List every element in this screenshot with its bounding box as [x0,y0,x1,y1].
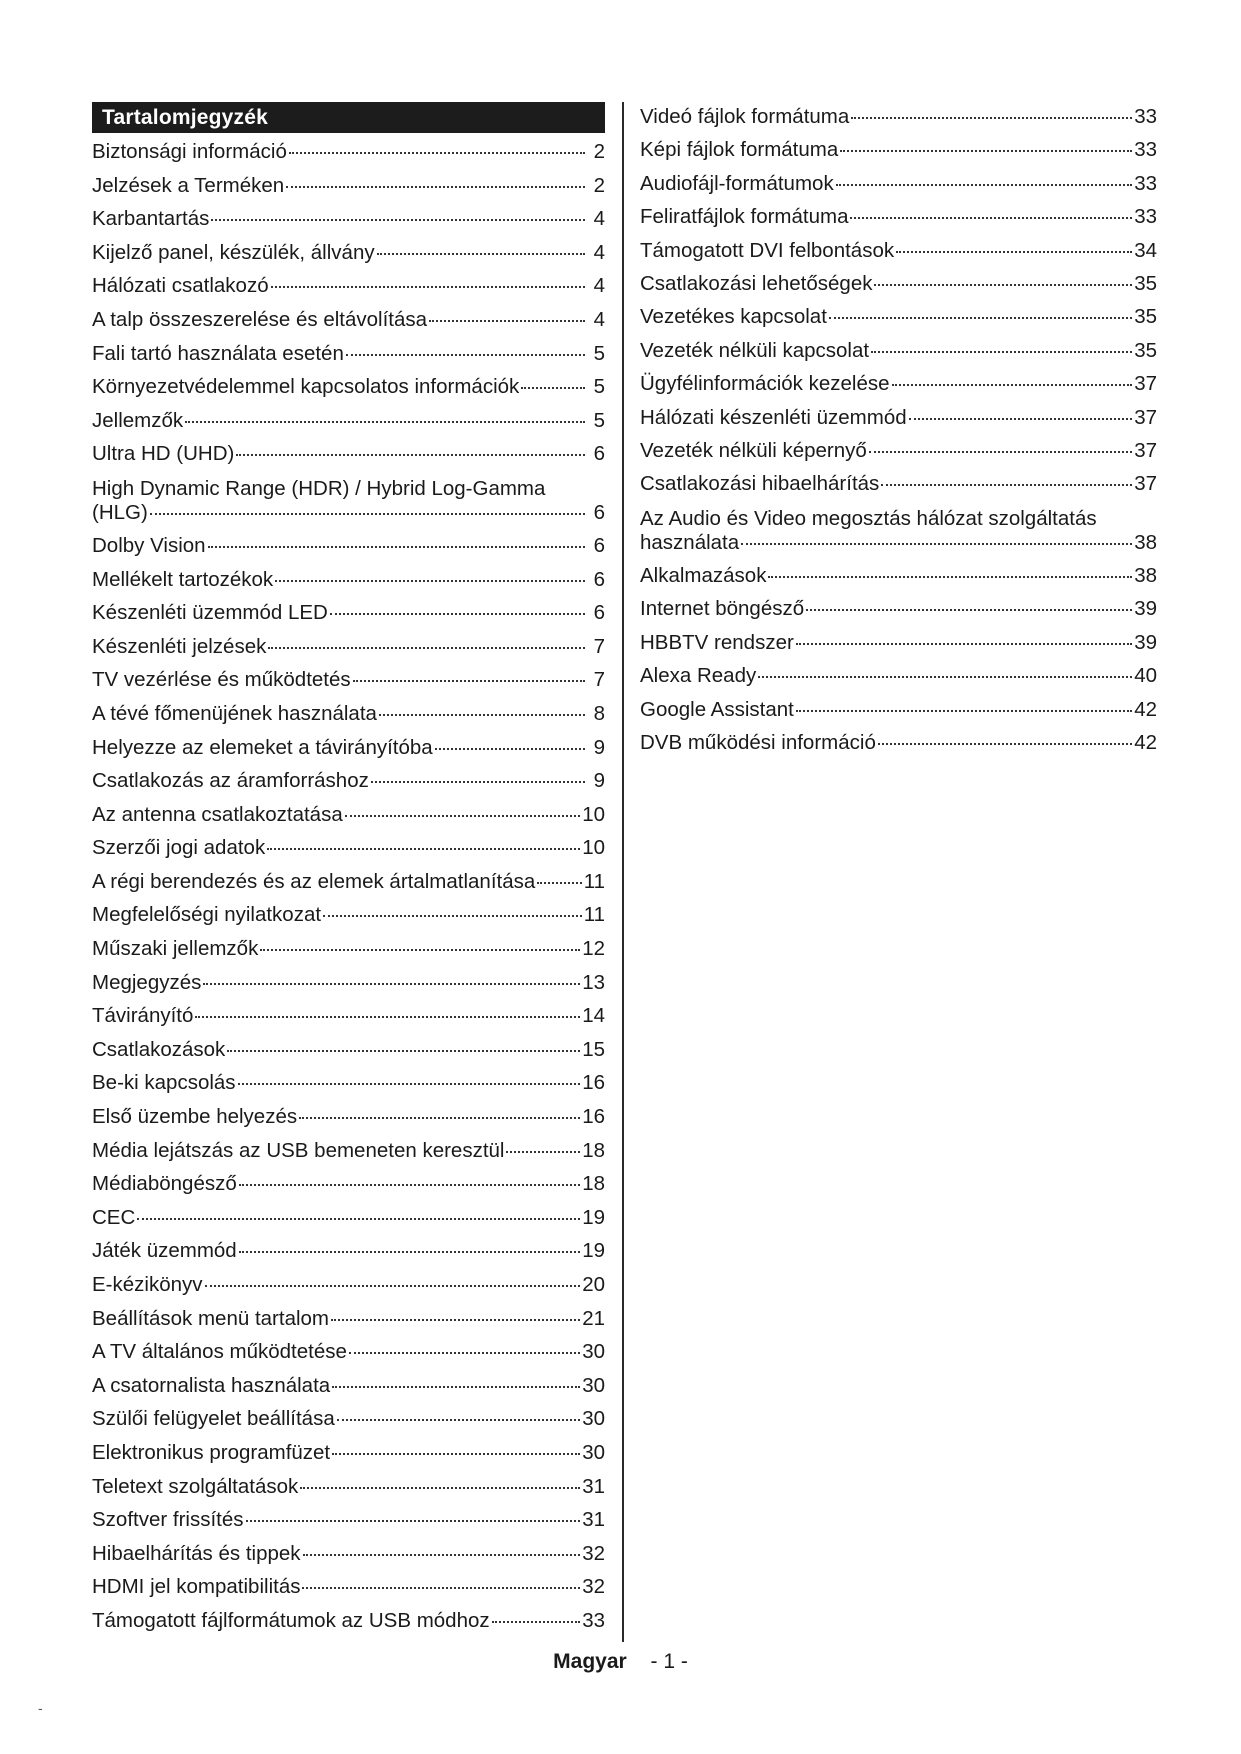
toc-entry-page: 31 [582,1508,605,1532]
toc-entry-title: Videó fájlok formátuma [640,105,850,128]
toc-entry-title: DVB működési információ [640,730,876,754]
dot-leader [337,1419,580,1421]
toc-right-column [640,100,1157,759]
toc-entry[interactable] [640,367,1157,400]
dot-leader [796,710,1132,712]
toc-entry[interactable] [92,596,605,630]
toc-entry[interactable] [92,764,605,798]
column-divider [622,102,624,1642]
toc-entry-title: Megjegyzés [92,970,202,994]
toc-entry-title: Csatlakozások [92,1037,226,1061]
toc-entry-page: 14 [582,1004,605,1028]
dot-leader [741,543,1132,545]
toc-entry-title: A régi berendezés és az elemek ártalmatlanítása [92,869,536,893]
toc-entry-title: Hálózati csatlakozó [92,274,269,298]
toc-entry-title: HDMI jel kompatibilitás [92,1575,301,1599]
dot-leader [345,815,580,817]
toc-entry-title: Fali tartó használata esetén [92,341,344,365]
toc-entry-page: 15 [582,1037,605,1061]
toc-entry[interactable] [640,501,1157,559]
dot-leader [492,1621,581,1623]
toc-entry[interactable] [92,437,605,471]
toc-entry[interactable] [640,559,1157,592]
dot-leader [205,1285,581,1287]
toc-entry-page: 10 [582,836,605,860]
dot-leader [829,317,1132,319]
toc-entry-page: 42 [1134,730,1157,754]
toc-entry[interactable] [640,100,1157,133]
toc-entry-title: Ügyfélinformációk kezelése [640,372,890,396]
toc-entry-page: 2 [593,173,605,197]
toc-left-list [92,135,605,1638]
dot-leader [330,613,585,615]
toc-entry-page: 10 [582,802,605,826]
dot-leader [758,676,1132,678]
toc-entry[interactable] [92,303,605,337]
toc-entry-title: Szülői felügyelet beállítása [92,1407,335,1431]
toc-entry-page: 38 [1134,563,1157,587]
toc-entry-page: 7 [593,668,605,692]
toc-entry-page: 34 [1134,238,1157,262]
toc-entry-page: 37 [1134,472,1157,496]
toc-entry[interactable] [92,1436,605,1470]
toc-entry-title: Vezetékes kapcsolat [640,305,827,329]
toc-entry[interactable] [92,932,605,966]
dot-leader [331,1319,580,1321]
toc-entry[interactable] [92,404,605,438]
toc-entry-title: Megfelelőségi nyilatkozat [92,903,322,927]
toc-entry-title: Csatlakozás az áramforráshoz [92,769,369,793]
toc-entry-page: 33 [1134,105,1157,128]
toc-entry-page: 33 [1134,205,1157,229]
toc-entry[interactable] [92,1268,605,1302]
dot-leader [239,1184,580,1186]
corner-mark: - [38,1700,43,1716]
toc-entry-title: Az antenna csatlakoztatása [92,802,343,826]
toc-entry-title: Mellékelt tartozékok [92,567,274,591]
dot-leader [909,418,1133,420]
toc-entry-page: 39 [1134,630,1157,654]
dot-leader [236,454,585,456]
toc-entry[interactable] [640,200,1157,233]
toc-entry-page: 18 [582,1172,605,1196]
toc-entry[interactable] [92,169,605,203]
toc-entry-page: 6 [593,601,605,625]
toc-entry-title: Vezeték nélküli képernyő [640,439,867,463]
toc-entry-page: 33 [1134,138,1157,162]
toc-entry-page: 4 [593,207,605,231]
toc-entry[interactable] [92,663,605,697]
dot-leader [267,848,580,850]
toc-entry[interactable] [92,1033,605,1067]
toc-entry-title: Szerzői jogi adatok [92,836,266,860]
toc-entry[interactable] [92,1302,605,1336]
toc-entry-page: 35 [1134,305,1157,329]
toc-entry-page: 9 [593,735,605,759]
toc-entry[interactable] [92,697,605,731]
toc-entry[interactable] [640,167,1157,200]
dot-leader [851,117,1132,119]
toc-entry[interactable] [640,592,1157,625]
dot-leader [881,484,1132,486]
toc-entry[interactable] [92,1604,605,1638]
toc-entry[interactable] [92,630,605,664]
toc-entry-page: 9 [593,769,605,793]
toc-entry-page: 8 [593,701,605,725]
toc-entry-title: Hibaelhárítás és tippek [92,1541,301,1565]
toc-entry[interactable] [92,236,605,270]
toc-entry-page: 37 [1134,372,1157,396]
toc-entry[interactable] [92,1335,605,1369]
toc-entry-page: 18 [582,1138,605,1162]
toc-entry-title: Műszaki jellemzők [92,937,259,961]
dot-leader [203,983,580,985]
toc-entry-title: Készenléti jelzések [92,634,267,658]
toc-entry-page: 6 [593,533,605,557]
toc-entry-page: 4 [593,240,605,264]
toc-entry-page: 32 [582,1575,605,1599]
dot-leader [768,576,1132,578]
toc-entry[interactable] [640,133,1157,166]
toc-entry[interactable] [92,1470,605,1504]
toc-entry-title: Környezetvédelemmel kapcsolatos információk [92,375,520,399]
toc-left-column [92,102,605,1638]
toc-entry-page: 30 [582,1407,605,1431]
toc-entry[interactable] [92,135,605,169]
dot-leader [537,882,581,884]
dot-leader [246,1520,581,1522]
dot-leader [346,354,585,356]
dot-leader [377,253,585,255]
dot-leader [506,1151,580,1153]
toc-entry-page: 5 [593,375,605,399]
dot-leader [299,1117,580,1119]
dot-leader [332,1386,580,1388]
toc-entry-title: Támogatott DVI felbontások [640,238,895,262]
toc-entry[interactable] [640,234,1157,267]
toc-entry-title: Jelzések a Terméken [92,173,285,197]
dot-leader [137,1218,580,1220]
toc-entry-title: High Dynamic Range (HDR) / Hybrid Log-Gamma [92,476,546,500]
toc-entry-page: 11 [583,903,605,927]
toc-entry[interactable] [92,1066,605,1100]
toc-entry[interactable] [640,300,1157,333]
toc-entry-page: 16 [582,1071,605,1095]
toc-entry[interactable] [92,1167,605,1201]
toc-entry[interactable] [92,471,605,529]
dot-leader [332,1453,580,1455]
toc-entry-title: Jellemzők [92,408,184,432]
toc-entry-page: 30 [582,1373,605,1397]
toc-entry-page: 42 [1134,697,1157,721]
toc-entry-page: 12 [582,937,605,961]
toc-entry-page: 39 [1134,597,1157,621]
toc-entry-title: Google Assistant [640,697,794,721]
toc-entry-title: Távirányító [92,1004,194,1028]
dot-leader [275,580,585,582]
toc-entry[interactable] [92,563,605,597]
dot-leader [150,513,585,515]
dot-leader [840,150,1132,152]
dot-leader [353,680,585,682]
toc-entry-page: 37 [1134,439,1157,463]
toc-entry-title: Szoftver frissítés [92,1508,244,1532]
dot-leader [195,1016,580,1018]
toc-entry-title: Játék üzemmód [92,1239,237,1263]
toc-entry-page: 21 [582,1306,605,1330]
toc-entry-title: TV vezérlése és működtetés [92,668,351,692]
toc-entry-title: HBBTV rendszer [640,630,794,654]
toc-entry-page: 11 [583,869,605,893]
toc-entry[interactable] [640,401,1157,434]
toc-entry[interactable] [92,202,605,236]
dot-leader [806,609,1132,611]
toc-entry[interactable] [92,731,605,765]
dot-leader [892,384,1133,386]
toc-entry-title: Támogatott fájlformátumok az USB módhoz [92,1608,490,1632]
dot-leader [874,284,1132,286]
toc-entry-title: Média lejátszás az USB bemeneten keresztül [92,1138,505,1162]
toc-entry-title: A tévé főmenüjének használata [92,701,377,725]
toc-entry[interactable] [92,1537,605,1571]
toc-entry-page: 40 [1134,664,1157,688]
toc-entry-page: 32 [582,1541,605,1565]
toc-entry-page: 5 [593,408,605,432]
toc-entry-page: 20 [582,1273,605,1296]
toc-entry-title: Beállítások menü tartalom [92,1306,330,1330]
toc-entry[interactable] [92,1369,605,1403]
toc-entry-page: 33 [1134,171,1157,195]
footer-language: Magyar [553,1650,627,1673]
dot-leader [836,184,1132,186]
toc-entry-page: 33 [582,1608,605,1632]
toc-entry-title: Be-ki kapcsolás [92,1071,236,1095]
toc-entry-title: Kijelző panel, készülék, állvány [92,240,375,264]
toc-entry-title: Internet böngésző [640,597,805,621]
toc-entry-title: Feliratfájlok formátuma [640,205,849,229]
dot-leader [429,320,585,322]
toc-entry[interactable] [640,626,1157,659]
dot-leader [185,421,585,423]
dot-leader [435,748,585,750]
toc-entry-page: 38 [1134,530,1157,554]
toc-entry-title: Csatlakozási lehetőségek [640,272,873,296]
toc-entry-title-continued: (HLG) [92,500,148,524]
toc-entry[interactable] [640,693,1157,726]
toc-entry-title: Készenléti üzemmód LED [92,601,328,625]
dot-leader [260,949,580,951]
dot-leader [869,451,1132,453]
toc-entry[interactable] [640,467,1157,500]
toc-entry-title: Alkalmazások [640,563,767,587]
toc-entry-title: Audiofájl-formátumok [640,171,834,195]
toc-entry-page: 30 [582,1340,605,1364]
dot-leader [878,743,1132,745]
toc-entry-page: 37 [1134,405,1157,429]
toc-entry-title: Vezeték nélküli kapcsolat [640,338,870,362]
toc-entry-page: 6 [593,567,605,591]
toc-entry-page: 16 [582,1105,605,1129]
toc-entry-page: 35 [1134,338,1157,362]
toc-entry-title: Elektronikus programfüzet [92,1440,331,1464]
toc-entry-title: CEC [92,1205,136,1229]
toc-entry-title: Médiaböngésző [92,1172,237,1196]
toc-entry[interactable] [92,865,605,899]
toc-entry-page: 6 [593,500,605,524]
dot-leader [349,1352,580,1354]
toc-entry[interactable] [640,434,1157,467]
dot-leader [286,186,585,188]
dot-leader [896,251,1132,253]
toc-entry-title: Ultra HD (UHD) [92,442,235,466]
dot-leader [850,217,1132,219]
footer-page-number: - 1 - [650,1650,688,1673]
toc-entry[interactable] [92,529,605,563]
toc-entry[interactable] [92,269,605,303]
dot-leader [371,781,585,783]
toc-entry-page: 13 [582,970,605,994]
toc-entry-page: 6 [593,442,605,466]
dot-leader [871,351,1132,353]
toc-entry[interactable] [92,370,605,404]
toc-entry-title: Az Audio és Video megosztás hálózat szolgáltatás [640,506,1097,530]
toc-entry-page: 30 [582,1440,605,1464]
toc-entry-title: A talp összeszerelése és eltávolítása [92,307,428,331]
toc-entry-title: Biztonsági információ [92,140,287,163]
toc-heading: Tartalomjegyzék [92,102,605,133]
toc-entry-page: 5 [593,341,605,365]
dot-leader [796,643,1132,645]
dot-leader [302,1587,580,1589]
toc-entry[interactable] [92,999,605,1033]
toc-entry[interactable] [640,659,1157,692]
toc-entry[interactable] [92,1201,605,1235]
dot-leader [323,915,582,917]
toc-entry-page: 4 [593,274,605,298]
toc-entry[interactable] [92,1503,605,1537]
toc-entry-page: 31 [582,1474,605,1498]
toc-entry-page: 7 [593,634,605,658]
toc-entry[interactable] [92,1402,605,1436]
dot-leader [227,1050,580,1052]
toc-entry[interactable] [640,267,1157,300]
toc-entry-title: E-kézikönyv [92,1273,203,1296]
toc-entry[interactable] [92,337,605,371]
toc-entry-title: Helyezze az elemeket a távirányítóba [92,735,433,759]
toc-entry[interactable] [92,798,605,832]
toc-entry-page: 19 [582,1205,605,1229]
dot-leader [289,152,585,154]
toc-entry-title: Első üzembe helyezés [92,1105,298,1129]
toc-entry-title: A csatornalista használata [92,1373,331,1397]
toc-entry-title: Alexa Ready [640,664,757,688]
dot-leader [300,1487,580,1489]
toc-entry-title: A TV általános működtetése [92,1340,347,1364]
toc-entry-page: 19 [582,1239,605,1263]
toc-entry-title: Karbantartás [92,207,210,231]
toc-entry[interactable] [640,334,1157,367]
dot-leader [238,1083,581,1085]
toc-entry[interactable] [92,898,605,932]
toc-entry-title: Csatlakozási hibaelhárítás [640,472,880,496]
dot-leader [271,286,585,288]
dot-leader [211,219,585,221]
toc-right-list [640,100,1157,759]
toc-entry-title: Teletext szolgáltatások [92,1474,299,1498]
page-footer [0,1650,1241,1674]
toc-entry-title-continued: használata [640,530,740,554]
dot-leader [268,647,585,649]
dot-leader [208,546,585,548]
dot-leader [521,387,585,389]
dot-leader [303,1554,581,1556]
toc-entry-title: Dolby Vision [92,533,206,557]
toc-entry-title: Hálózati készenléti üzemmód [640,405,907,429]
toc-entry[interactable] [92,1100,605,1134]
toc-entry[interactable] [92,831,605,865]
toc-entry-page: 4 [593,307,605,331]
toc-entry-page: 2 [593,140,605,163]
toc-entry[interactable] [640,726,1157,759]
toc-entry[interactable] [92,966,605,1000]
dot-leader [239,1251,580,1253]
toc-entry[interactable] [92,1134,605,1168]
toc-entry-page: 35 [1134,272,1157,296]
toc-entry-title: Képi fájlok formátuma [640,138,839,162]
toc-entry[interactable] [92,1234,605,1268]
toc-entry[interactable] [92,1570,605,1604]
dot-leader [379,714,585,716]
